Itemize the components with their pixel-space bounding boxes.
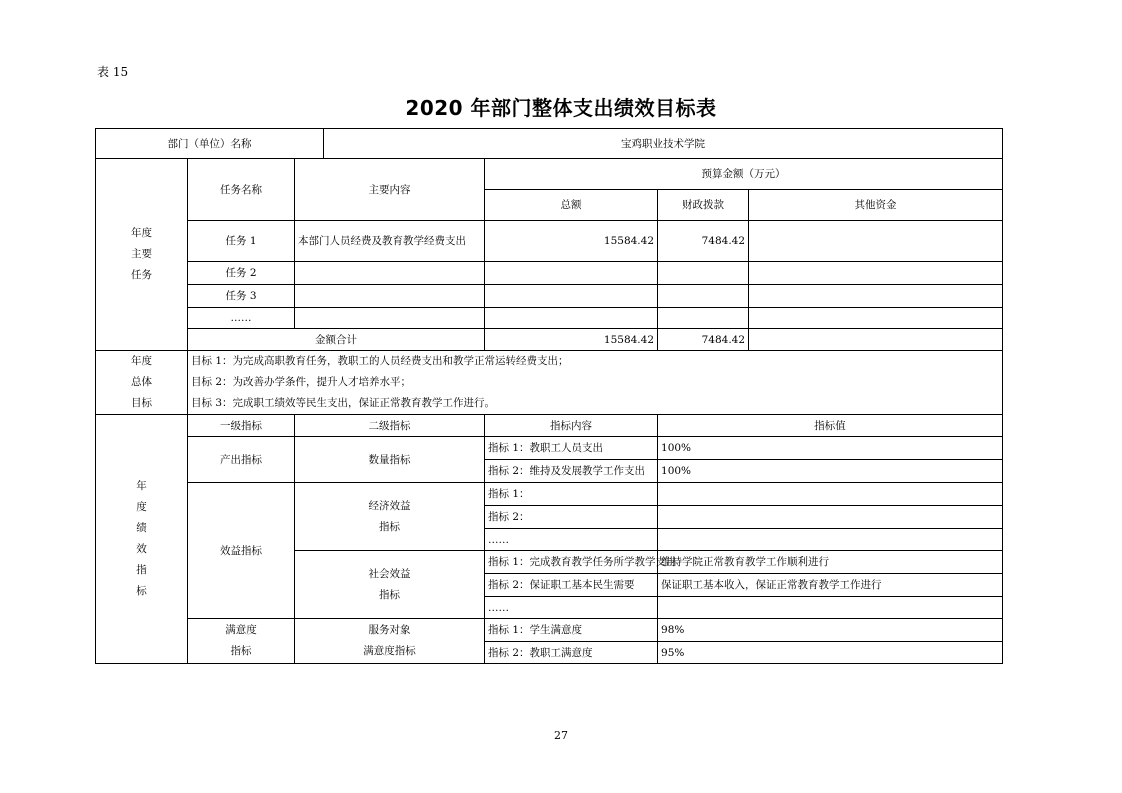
indicator-content: 指标 1： [485, 483, 658, 506]
satisfaction-level1: 满意度 指标 [188, 619, 295, 664]
economic-level2: 经济效益 指标 [295, 483, 485, 551]
indicators-header-content: 指标内容 [485, 415, 658, 437]
indicator-value [658, 483, 1003, 506]
indicator-row [96, 619, 1003, 642]
task-name: 任务 2 [188, 262, 295, 285]
tasks-header-budget: 预算金额（万元） [485, 159, 1003, 190]
sum-row [96, 329, 1003, 351]
indicator-content: 指标 2： [485, 506, 658, 529]
indicator-value: 95% [658, 642, 1003, 664]
indicator-content: …… [485, 597, 658, 619]
tasks-header-total: 总额 [485, 190, 658, 221]
task-content [295, 285, 485, 308]
task-content [295, 308, 485, 329]
page-title: 2020 年部门整体支出绩效目标表 [405, 96, 717, 120]
indicator-content: 指标 1：教职工人员支出 [485, 437, 658, 460]
sum-total: 15584.42 [485, 329, 658, 351]
output-level1: 产出指标 [188, 437, 295, 483]
indicator-value [658, 529, 1003, 551]
indicator-value: 100% [658, 460, 1003, 483]
task-name: 任务 3 [188, 285, 295, 308]
tasks-header-row [96, 159, 1003, 190]
task-other [749, 221, 1003, 262]
task-row [96, 262, 1003, 285]
goal-item: 目标 1：为完成高职教育任务，教职工的人员经费支出和教学正常运转经费支出； [191, 355, 569, 367]
tasks-header-other: 其他资金 [749, 190, 1003, 221]
task-total [485, 285, 658, 308]
task-row [96, 308, 1003, 329]
indicator-value: 保证职工基本收入，保证正常教育教学工作进行 [658, 574, 1003, 597]
task-total: 15584.42 [485, 221, 658, 262]
goals-row [96, 351, 1003, 415]
indicator-content: …… [485, 529, 658, 551]
social-level2: 社会效益 指标 [295, 551, 485, 619]
task-other [749, 308, 1003, 329]
indicator-content: 指标 2：维持及发展教学工作支出 [485, 460, 658, 483]
indicator-content: 指标 2：教职工满意度 [485, 642, 658, 664]
goals-list [188, 351, 1003, 415]
page-number: 27 [554, 729, 568, 742]
indicator-content: 指标 2：保证职工基本民生需要 [485, 574, 658, 597]
goal-item: 目标 2：为改善办学条件，提升人才培养水平； [191, 376, 412, 388]
sum-fiscal: 7484.42 [658, 329, 749, 351]
dept-label: 部门（单位）名称 [96, 129, 324, 159]
task-row [96, 221, 1003, 262]
tasks-header-fiscal: 财政拨款 [658, 190, 749, 221]
indicator-value [658, 597, 1003, 619]
tasks-header-content: 主要内容 [295, 159, 485, 221]
output-level2: 数量指标 [295, 437, 485, 483]
task-content: 本部门人员经费及教育教学经费支出 [295, 221, 485, 262]
task-name: 任务 1 [188, 221, 295, 262]
indicator-content: 指标 1：学生满意度 [485, 619, 658, 642]
indicator-value: 维持学院正常教育教学工作顺利进行 [658, 551, 1003, 574]
performance-goals-table [95, 128, 1003, 664]
tasks-section-label: 年度 主要 任务 [96, 159, 188, 351]
indicators-section-label: 年 度 绩 效 指 标 [96, 415, 188, 664]
indicator-row [96, 483, 1003, 506]
task-other [749, 262, 1003, 285]
sum-label: 金额合计 [188, 329, 485, 351]
task-fiscal [658, 262, 749, 285]
indicator-content: 指标 1：完成教育教学任务所学教学支出 [485, 551, 658, 574]
task-total [485, 262, 658, 285]
task-fiscal [658, 308, 749, 329]
task-content [295, 262, 485, 285]
task-name: …… [188, 308, 295, 329]
task-other [749, 285, 1003, 308]
task-total [485, 308, 658, 329]
task-row [96, 285, 1003, 308]
goal-item: 目标 3：完成职工绩效等民生支出，保证正常教育教学工作进行。 [191, 397, 496, 409]
benefit-level1: 效益指标 [188, 483, 295, 619]
dept-row [96, 129, 1003, 159]
indicators-header-level2: 二级指标 [295, 415, 485, 437]
tasks-header-name: 任务名称 [188, 159, 295, 221]
table-label: 表 15 [97, 65, 129, 79]
indicators-header-row [96, 415, 1003, 437]
sum-other [749, 329, 1003, 351]
task-fiscal [658, 285, 749, 308]
indicator-value: 100% [658, 437, 1003, 460]
indicators-header-level1: 一级指标 [188, 415, 295, 437]
goals-section-label: 年度 总体 目标 [96, 351, 188, 415]
indicator-row [96, 437, 1003, 460]
satisfaction-level2: 服务对象 满意度指标 [295, 619, 485, 664]
dept-value: 宝鸡职业技术学院 [324, 129, 1003, 159]
task-fiscal: 7484.42 [658, 221, 749, 262]
indicator-value [658, 506, 1003, 529]
indicators-header-value: 指标值 [658, 415, 1003, 437]
indicator-value: 98% [658, 619, 1003, 642]
